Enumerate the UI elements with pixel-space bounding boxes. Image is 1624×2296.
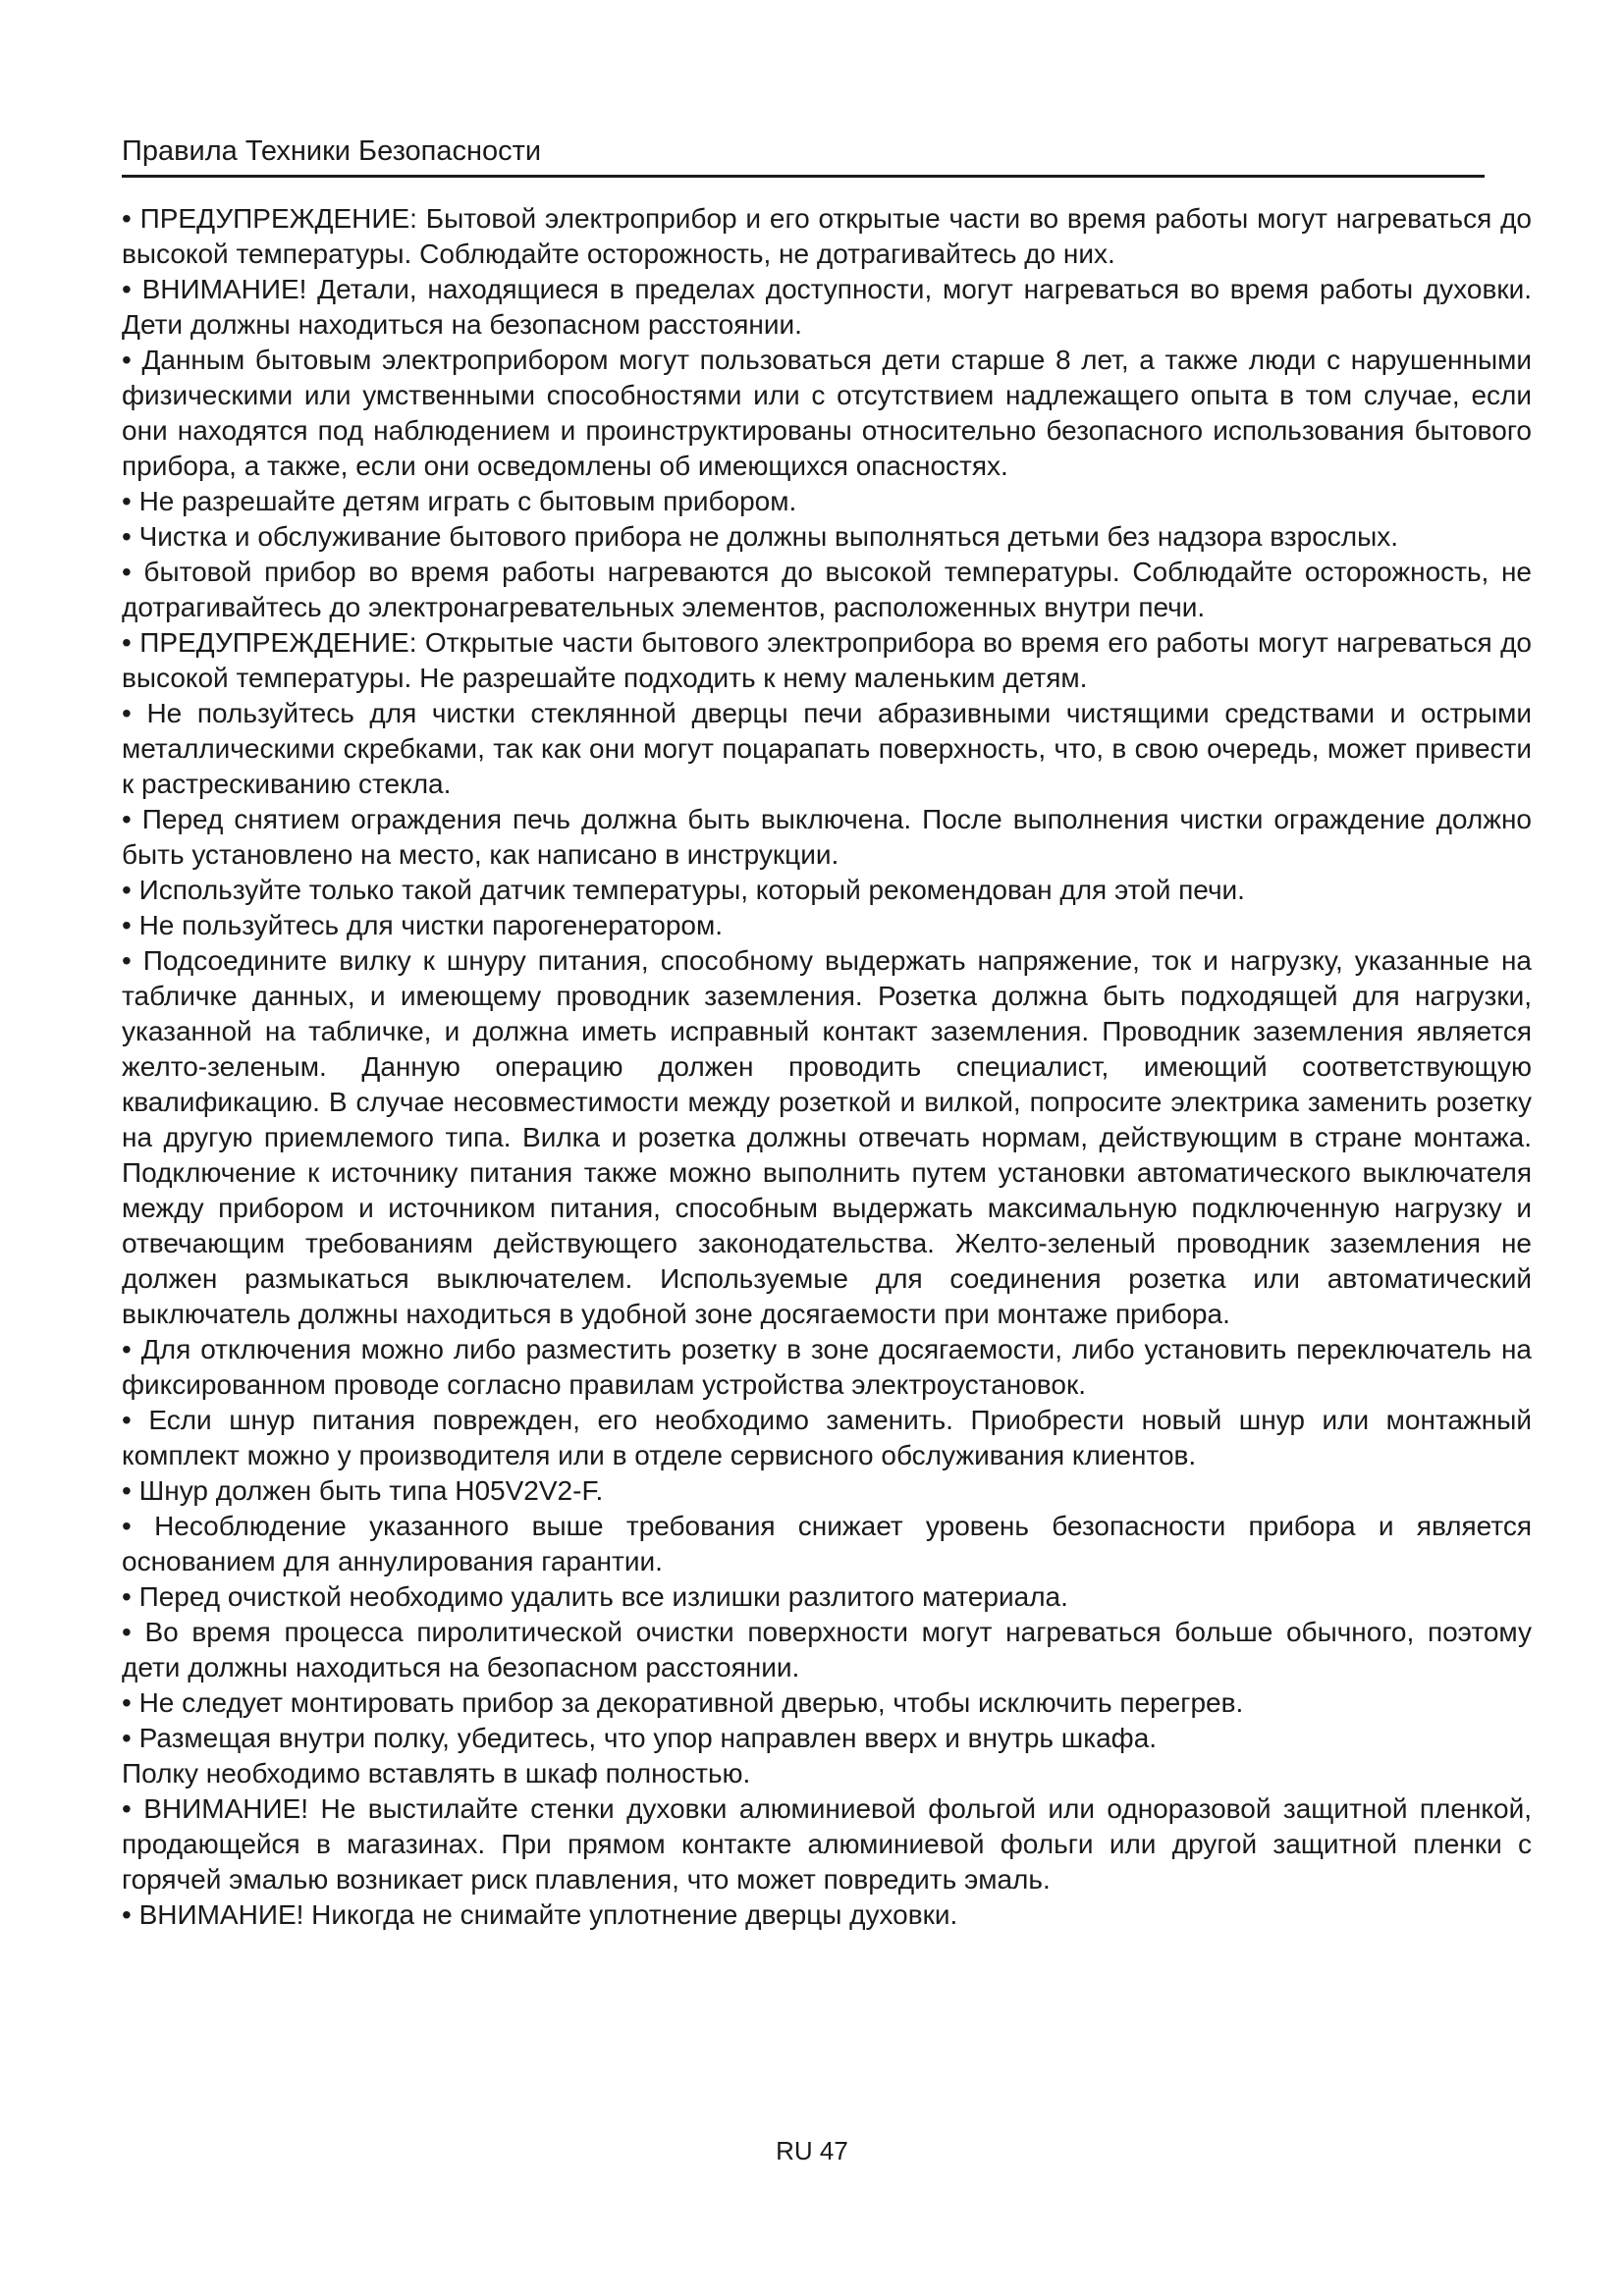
rule-item: • Чистка и обслуживание бытового прибора не должны выполняться детьми без надзора взрослых. [122,521,1399,552]
rule-item: • Несоблюдение указанного выше требования снижает уровень безопасности прибора и является основанием для аннулирования гарантии. [122,1511,1532,1576]
rule-item: • Используйте только такой датчик температуры, который рекомендован для этой печи. [122,875,1245,905]
rule-item: • Если шнур питания поврежден, его необходимо заменить. Приобрести новый шнур или монтажный комплект можно у производителя или в отделе сервисного обслуживания клиентов. [122,1405,1532,1470]
page-title: Правила Техники Безопасности [122,135,542,167]
rule-item: • бытовой прибор во время работы нагреваются до высокой температуры. Соблюдайте осторожность, не дотрагивайтесь до электронагревательных элементов, расположенных внутри печи. [122,557,1532,622]
rule-item: • Подсоедините вилку к шнуру питания, способному выдержать напряжение, ток и нагрузку, указанные на табличке данных, и имеющему проводник заземления. Розетка должна быть подходящей для нагрузки, указанной на табличке, и должна иметь исправный контакт заземления. Проводник заземления является желто-зеленым. Данную операцию должен проводить специалист, имеющий соответствующую квалификацию. В случае несовместимости между розеткой и вилкой, попросите электрика заменить розетку на другую приемлемого типа. Вилка и розетка должны отвечать нормам, действующим в стране монтажа. Подключение к источнику питания также можно выполнить путем установки автоматического выключателя между прибором и источником питания, способным выдержать максимальную подключенную нагрузку и отвечающим требованиям действующего законодательства. Желто-зеленый проводник заземления не должен размыкаться выключателем. Используемые для соединения розетка или автоматический выключатель должны находиться в удобной зоне досягаемости при монтаже прибора. [122,945,1532,1329]
title-underline [122,175,1485,178]
rule-item: • ВНИМАНИЕ! Не выстилайте стенки духовки алюминиевой фольгой или одноразовой защитной пленкой, продающейся в магазинах. При прямом контакте алюминиевой фольги или другой защитной пленки с горячей эмалью возникает риск плавления, что может повредить эмаль. [122,1793,1532,1895]
rule-item: • ВНИМАНИЕ! Детали, находящиеся в пределах доступности, могут нагреваться во время работы духовки. Дети должны находиться на безопасном расстоянии. [122,274,1532,340]
rule-item: • Перед очисткой необходимо удалить все излишки разлитого материала. [122,1581,1068,1612]
rule-item: • Не пользуйтесь для чистки парогенератором. [122,910,724,940]
rule-item: • Данным бытовым электроприбором могут пользоваться дети старше 8 лет, а также люди с нарушенными физическими или умственными способностями или с отсутствием надлежащего опыта в том случае, если они находятся под наблюдением и проинструктированы относительно безопасного использования бытового прибора, а также, если они осведомлены об имеющихся опасностях. [122,345,1532,481]
rule-item: • Для отключения можно либо разместить розетку в зоне досягаемости, либо установить переключатель на фиксированном проводе согласно правилам устройства электроустановок. [122,1334,1532,1400]
rule-item: • Размещая внутри полку, убедитесь, что упор направлен вверх и внутрь шкафа. [122,1723,1158,1753]
rule-item: • Не пользуйтесь для чистки стеклянной дверцы печи абразивными чистящими средствами и острыми металлическими скребками, так как они могут поцарапать поверхность, что, в свою очередь, может привести к растрескиванию стекла. [122,698,1532,799]
rule-item: • Не следует монтировать прибор за декоративной дверью, чтобы исключить перегрев. [122,1687,1244,1718]
rule-item: • ПРЕДУПРЕЖДЕНИЕ: Открытые части бытового электроприбора во время его работы могут нагреваться до высокой температуры. Не разрешайте подходить к нему маленьким детям. [122,627,1532,693]
rule-item: Полку необходимо вставлять в шкаф полностью. [122,1758,751,1789]
rule-item: • ВНИМАНИЕ! Никогда не снимайте уплотнение дверцы духовки. [122,1899,958,1930]
safety-rules-list [122,201,1532,1933]
rule-item: • Во время процесса пиролитической очистки поверхности могут нагреваться больше обычного, поэтому дети должны находиться на безопасном расстоянии. [122,1617,1532,1682]
rule-item: • ПРЕДУПРЕЖДЕНИЕ: Бытовой электроприбор и его открытые части во время работы могут нагреваться до высокой температуры. Соблюдайте осторожность, не дотрагивайтесь до них. [122,203,1532,269]
rule-item: • Не разрешайте детям играть с бытовым прибором. [122,486,797,516]
rule-item: • Перед снятием ограждения печь должна быть выключена. После выполнения чистки ограждение должно быть установлено на место, как написано в инструкции. [122,804,1532,870]
page-number: RU 47 [776,2136,848,2165]
rule-item: • Шнур должен быть типа H05V2V2-F. [122,1475,604,1506]
